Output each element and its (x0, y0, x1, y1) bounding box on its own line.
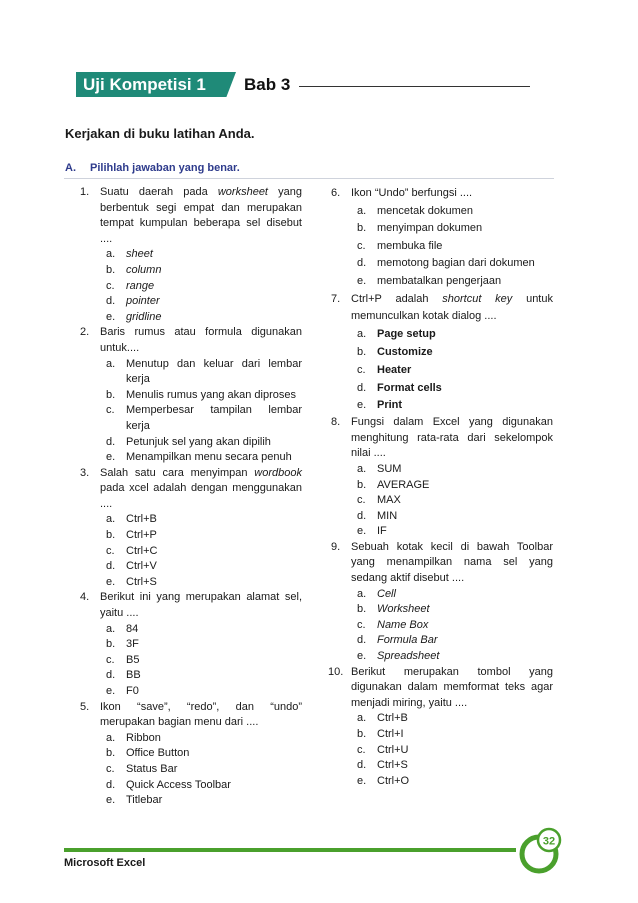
question-number: 1. (80, 186, 90, 198)
option: e. Spreadsheet (357, 650, 440, 663)
option: a. SUM (357, 462, 402, 475)
chapter-title: Bab 3 (244, 75, 291, 94)
question-7 (331, 291, 553, 416)
header-rule (299, 86, 530, 87)
option: a. Menutup dan keluar dari lembar kerja (106, 357, 302, 386)
option: a. Page setup (357, 328, 436, 341)
option: a. Ctrl+B (106, 513, 157, 526)
option: c. Status Bar (106, 762, 178, 775)
option: e. Menampilkan menu secara penuh (106, 451, 292, 464)
option: d. Ctrl+V (106, 560, 157, 573)
option: b. 3F (106, 638, 139, 651)
instruction: Kerjakan di buku latihan Anda. (65, 126, 255, 141)
option: d. MIN (357, 509, 398, 522)
footer-bar (64, 848, 516, 852)
question-text: Sebuah kotak kecil di bawah Toolbar yang menampilkan nama sel yang sedang aktif disebut .... (351, 540, 553, 585)
option: e. F0 (106, 685, 139, 697)
option: e. Ctrl+S (106, 575, 157, 588)
question-number: 5. (80, 700, 90, 713)
question-number: 6. (331, 187, 341, 199)
option: c. Memperbesar tampilan lembar kerja (106, 404, 302, 432)
option: d. Petunjuk sel yang akan dipilih (106, 435, 271, 448)
question-number: 3. (80, 466, 90, 479)
option: c. B5 (106, 653, 140, 666)
option: a. Ribbon (106, 731, 161, 744)
left-column (80, 185, 302, 809)
section-divider (64, 178, 554, 179)
option: b. Menulis rumus yang akan diproses (106, 388, 296, 401)
question-2 (80, 325, 302, 465)
option: c. Ctrl+U (357, 743, 409, 756)
option: e. IF (357, 525, 387, 538)
option: b. Office Button (106, 747, 190, 760)
question-6 (331, 185, 553, 291)
chapter-badge: Uji Kompetisi 1 (83, 75, 206, 94)
option: c. Heater (357, 363, 412, 376)
right-column (328, 185, 553, 789)
section-title: Pilihlah jawaban yang benar. (90, 162, 240, 174)
option: b. Ctrl+I (357, 728, 404, 741)
question-5 (80, 700, 302, 809)
question-text: Salah satu cara menyimpan wordbook pada xcel adalah dengan menggunakan .... (100, 466, 302, 510)
option: a. Cell (357, 587, 396, 600)
option: e. Titlebar (106, 794, 163, 807)
option: e. membatalkan pengerjaan (357, 274, 502, 287)
question-10 (328, 665, 553, 790)
question-text: Ctrl+P adalah shortcut key untuk memunculkan kotak dialog .... (351, 292, 553, 323)
option: e. Print (357, 399, 403, 412)
question-4 (80, 590, 302, 699)
option: d. pointer (106, 295, 160, 308)
question-text: Berikut merupakan tombol yang digunakan dalam memformat teks agar menjadi miring, yaitu .... (351, 665, 553, 709)
question-1 (80, 185, 302, 325)
option: a. mencetak dokumen (357, 204, 473, 217)
question-text: Ikon “save”, “redo”, dan “undo” merupakan bagian menu dari .... (100, 700, 302, 729)
option: e. gridline (106, 310, 162, 323)
question-9 (331, 540, 553, 665)
option: e. Ctrl+O (357, 774, 410, 787)
question-3 (80, 466, 302, 591)
option: a. 84 (106, 622, 139, 635)
option: b. Worksheet (357, 603, 430, 616)
option: d. BB (106, 669, 141, 682)
option: d. Ctrl+S (357, 759, 408, 772)
option: b. AVERAGE (357, 478, 430, 491)
question-number: 7. (331, 292, 341, 305)
page-number-badge (515, 825, 565, 875)
option: c. MAX (357, 494, 401, 507)
question-text: Berikut ini yang merupakan alamat sel, yaitu .... (100, 591, 302, 620)
section-letter: A. (65, 162, 76, 174)
question-number: 9. (331, 540, 341, 553)
option: a. sheet (106, 248, 153, 261)
option: d. memotong bagian dari dokumen (357, 257, 535, 270)
page-number: 32 (542, 835, 556, 848)
question-number: 2. (80, 326, 90, 339)
option: a. Ctrl+B (357, 712, 408, 725)
question-text: Baris rumus atau formula digunakan untuk.... (100, 326, 302, 354)
option: b. menyimpan dokumen (357, 222, 483, 235)
question-text: Suatu daerah pada worksheet yang berbentuk segi empat dan merupakan tempat kumpulan beberapa sel disebut .... (100, 186, 302, 245)
footer-title: Microsoft Excel (64, 857, 146, 869)
option: d. Quick Access Toolbar (106, 778, 231, 791)
option: d. Formula Bar (357, 634, 438, 647)
option: b. Ctrl+P (106, 529, 157, 542)
option: c. range (106, 279, 155, 292)
option: c. Ctrl+C (106, 544, 158, 557)
option: c. Name Box (357, 618, 429, 631)
question-number: 4. (80, 591, 90, 604)
question-8 (331, 415, 553, 540)
question-text: Ikon “Undo” berfungsi .... (351, 187, 473, 199)
question-number: 10. (328, 665, 344, 678)
option: b. Customize (357, 345, 433, 358)
option: b. column (106, 263, 162, 276)
question-text: Fungsi dalam Excel yang digunakan menghitung rata-rata dari sekelompok nilai .... (351, 416, 553, 460)
option: c. membuka file (357, 239, 443, 252)
question-number: 8. (331, 416, 341, 429)
option: d. Format cells (357, 381, 442, 394)
